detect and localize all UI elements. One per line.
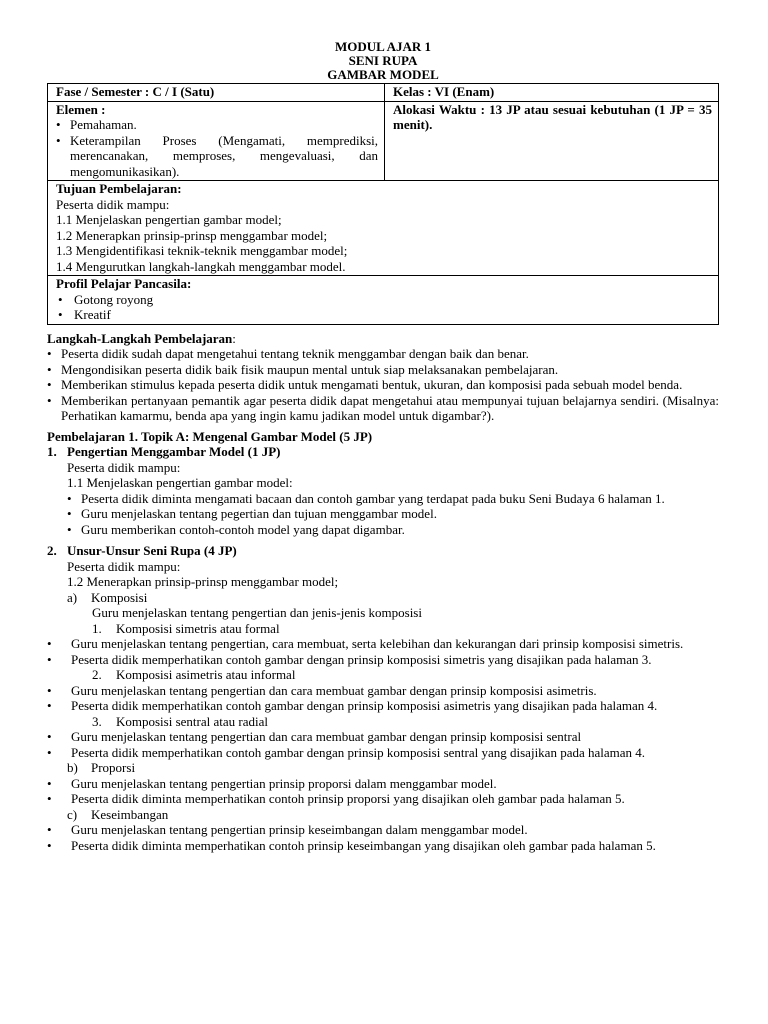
langkah-colon: : <box>232 330 236 346</box>
pembelajaran-section <box>47 429 719 854</box>
komposisi-3-item: • Guru menjelaskan tentang pengertian dan cara membuat gambar dengan prinsip komposisi sentral <box>47 729 719 745</box>
section-2-title: Unsur-Unsur Seni Rupa (4 JP) <box>67 543 237 558</box>
komposisi-2-item: • Guru menjelaskan tentang pengertian dan cara membuat gambar dengan prinsip komposisi asimetris. <box>47 683 719 699</box>
tujuan-cell <box>48 181 719 276</box>
pembelajaran-heading: Pembelajaran 1. Topik A: Mengenal Gambar Model (5 JP) <box>47 428 373 444</box>
komposisi-2-heading <box>92 667 719 683</box>
alokasi-cell: Alokasi Waktu : 13 JP atau sesuai kebutuhan (1 JP = 35 menit). <box>385 101 719 181</box>
sub-c-heading <box>67 807 719 823</box>
keseimbangan-item: • Peserta didik diminta memperhatikan contoh prinsip keseimbangan yang disajikan oleh gambar pada halaman 5. <box>47 838 719 854</box>
langkah-label: Langkah-Langkah Pembelajaran <box>47 330 233 346</box>
komposisi-1-heading <box>92 621 719 637</box>
section-2-number: 2. <box>47 543 57 558</box>
langkah-item: • Mengondisikan peserta didik baik fisik maupun mental untuk siap melaksanakan pembelajaran. <box>47 362 719 378</box>
sub-b-title: Proporsi <box>91 760 136 775</box>
section-1-heading <box>47 444 719 460</box>
section-1-intro: Peserta didik mampu: <box>67 459 181 475</box>
tujuan-label: Tujuan Pembelajaran: <box>56 181 182 196</box>
section-1-item: • Guru memberikan contoh-contoh model yang dapat digambar. <box>67 522 719 538</box>
komposisi-1-number: 1. <box>92 620 102 636</box>
langkah-section <box>47 331 719 424</box>
proporsi-item: • Guru menjelaskan tentang pengertian prinsip proporsi dalam menggambar model. <box>47 776 719 792</box>
proporsi-item: • Peserta didik diminta memperhatikan contoh prinsip proporsi yang disajikan oleh gambar pada halaman 5. <box>47 791 719 807</box>
tujuan-item: 1.3 Mengidentifikasi teknik-teknik menggambar model; <box>56 243 348 258</box>
section-1-title: Pengertian Menggambar Model (1 JP) <box>67 444 281 459</box>
tujuan-item: 1.2 Menerapkan prinsip-prinsp menggambar model; <box>56 227 328 243</box>
profil-cell <box>48 276 719 325</box>
sub-b-heading <box>67 760 719 776</box>
komposisi-3-title: Komposisi sentral atau radial <box>116 713 268 729</box>
sub-c-title: Keseimbangan <box>91 806 169 822</box>
elemen-item: • Keterampilan Proses (Mengamati, memprediksi, merencanakan, memproses, mengevaluasi, dan mengomunikasikan). <box>56 133 378 180</box>
komposisi-2-item: • Peserta didik memperhatikan contoh gambar dengan prinsip komposisi asimetris yang disajikan pada halaman 4. <box>47 698 719 714</box>
langkah-item: • Peserta didik sudah dapat mengetahui tentang teknik menggambar dengan baik dan benar. <box>47 346 719 362</box>
sub-a-desc: Guru menjelaskan tentang pengertian dan jenis-jenis komposisi <box>92 605 422 620</box>
elemen-cell <box>48 101 385 181</box>
kelas-cell: Kelas : VI (Enam) <box>385 84 719 102</box>
profil-item: • Kreatif <box>58 307 712 323</box>
section-1-number: 1. <box>47 444 57 459</box>
tujuan-item: 1.4 Mengurutkan langkah-langkah menggambar model. <box>56 258 346 274</box>
section-2-heading <box>47 543 719 559</box>
section-2-intro: Peserta didik mampu: <box>67 558 181 574</box>
profil-label: Profil Pelajar Pancasila: <box>56 276 192 291</box>
elemen-item: • Pemahaman. <box>56 117 378 133</box>
document-page <box>47 40 719 853</box>
topic-title: GAMBAR MODEL <box>327 67 439 82</box>
module-title: MODUL AJAR 1 <box>334 39 432 54</box>
komposisi-2-title: Komposisi asimetris atau informal <box>116 667 296 682</box>
fase-cell: Fase / Semester : C / I (Satu) <box>48 84 385 102</box>
komposisi-1-title: Komposisi simetris atau formal <box>116 620 280 636</box>
langkah-item: • Memberikan stimulus kepada peserta didik untuk mengamati bentuk, ukuran, dan komposisi pada sebuah model benda. <box>47 377 719 393</box>
tujuan-item: 1.1 Menjelaskan pengertian gambar model; <box>56 212 282 227</box>
komposisi-3-item: • Peserta didik memperhatikan contoh gambar dengan prinsip komposisi sentral yang disajikan pada halaman 4. <box>47 745 719 761</box>
subject-title: SENI RUPA <box>348 53 418 68</box>
komposisi-3-number: 3. <box>92 713 102 729</box>
section-1-item: • Guru menjelaskan tentang pegertian dan tujuan menggambar model. <box>67 506 719 522</box>
sub-a-title: Komposisi <box>91 589 148 605</box>
section-1-goal: 1.1 Menjelaskan pengertian gambar model: <box>67 475 293 490</box>
komposisi-2-number: 2. <box>92 667 102 682</box>
section-1-item: • Peserta didik diminta mengamati bacaan dan contoh gambar yang terdapat pada buku Seni Budaya 6 halaman 1. <box>67 491 719 507</box>
sub-c-label: c) <box>67 806 78 822</box>
section-2-goal: 1.2 Menerapkan prinsip-prinsp menggambar model; <box>67 574 339 589</box>
elemen-label: Elemen : <box>56 101 106 117</box>
tujuan-intro: Peserta didik mampu: <box>56 196 170 212</box>
profil-item: • Gotong royong <box>58 292 712 308</box>
langkah-item: • Memberikan pertanyaan pemantik agar peserta didik dapat mengetahui atau mempunyai tujuan belajarnya sendiri. (Misalnya: Perhatikan kamarmu, benda apa yang ingin kamu jadikan model untuk digambar?). <box>47 393 719 424</box>
keseimbangan-item: • Guru menjelaskan tentang pengertian prinsip keseimbangan dalam menggambar model. <box>47 822 719 838</box>
komposisi-1-item: • Guru menjelaskan tentang pengertian, cara membuat, serta kelebihan dan kekurangan dari prinsip komposisi simetris. <box>47 636 719 652</box>
info-table <box>47 83 719 325</box>
sub-a-label: a) <box>67 589 78 605</box>
komposisi-1-item: • Peserta didik memperhatikan contoh gambar dengan prinsip komposisi simetris yang disajikan pada halaman 3. <box>47 652 719 668</box>
sub-a-heading <box>67 590 719 606</box>
sub-b-label: b) <box>67 760 78 775</box>
komposisi-3-heading <box>92 714 719 730</box>
